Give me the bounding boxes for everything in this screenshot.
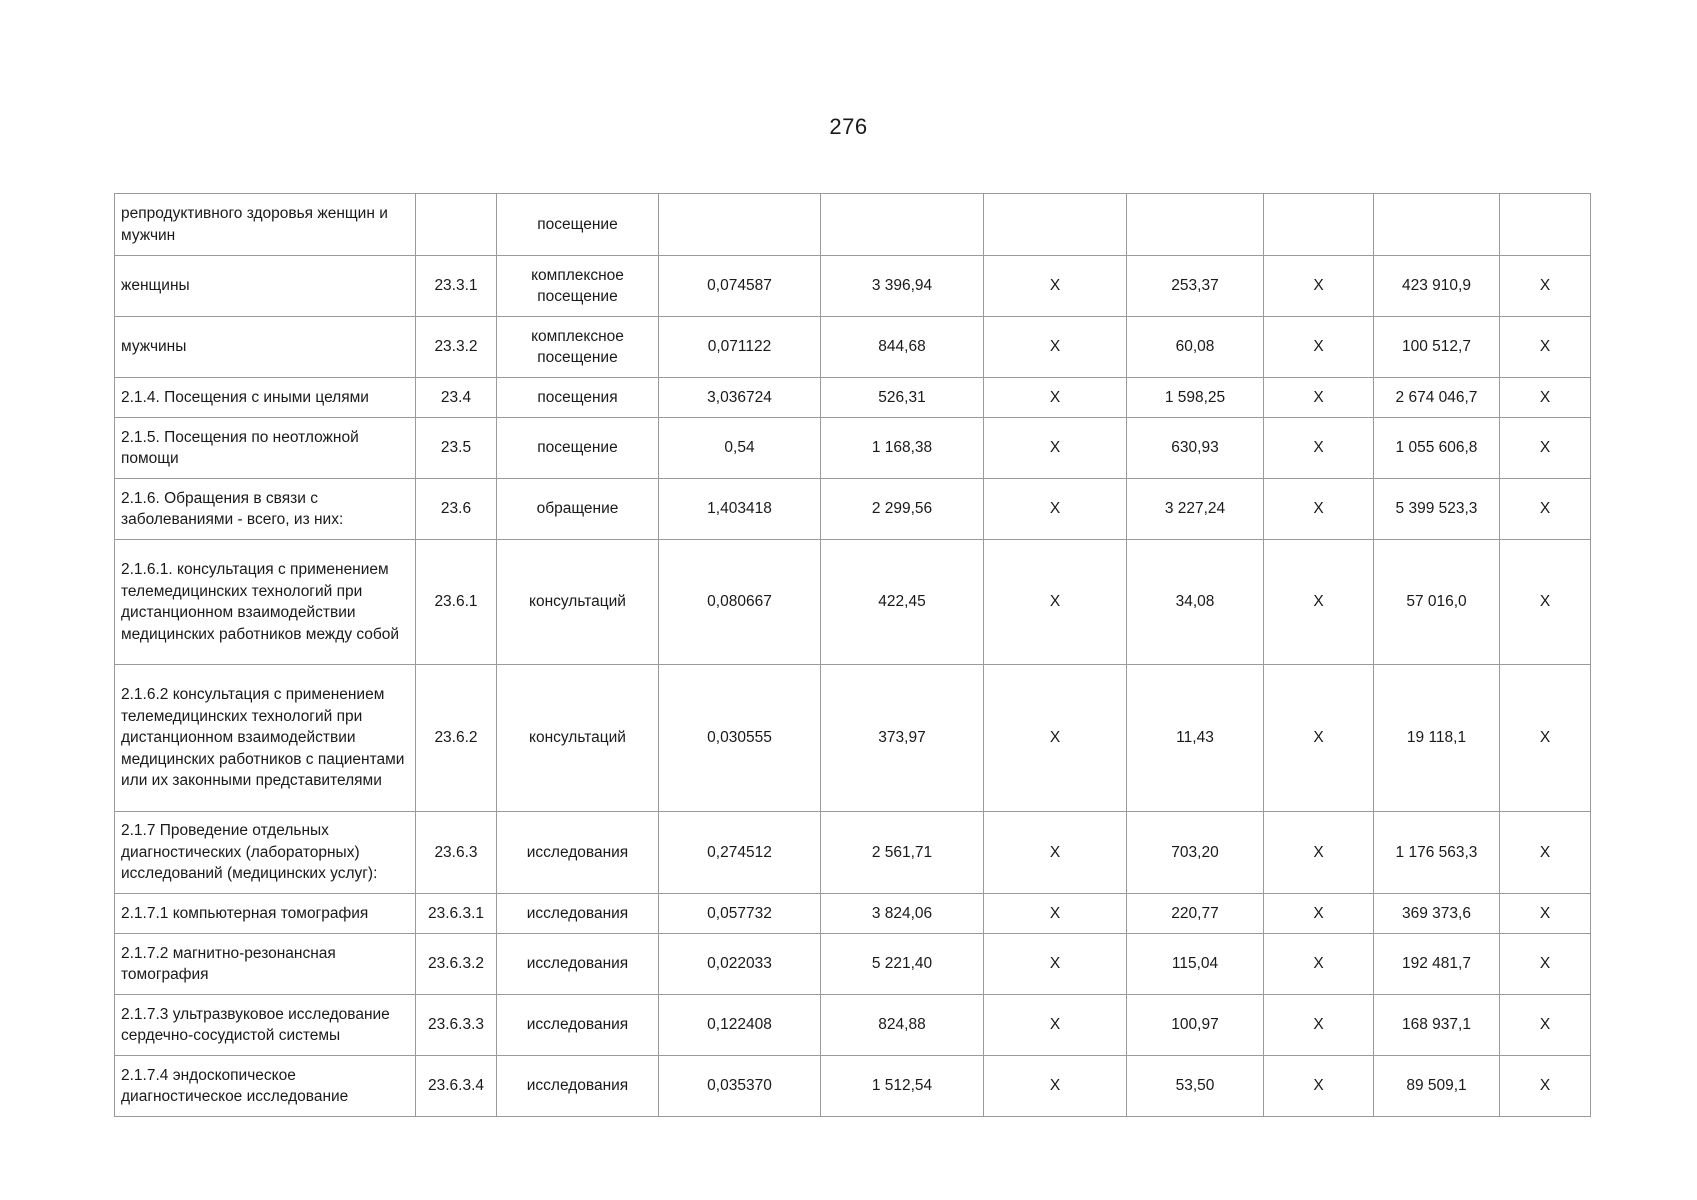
row-name: 2.1.7.4 эндоскопическое диагностическое исследование bbox=[115, 1056, 416, 1117]
row-code: 23.3.2 bbox=[416, 317, 497, 378]
row-unit: исследования bbox=[497, 934, 659, 995]
row-col8: X bbox=[1264, 934, 1374, 995]
row-col10: X bbox=[1500, 317, 1591, 378]
row-unit: комплексное посещение bbox=[497, 317, 659, 378]
row-unit: консультаций bbox=[497, 540, 659, 665]
row-col5: 1 512,54 bbox=[821, 1056, 984, 1117]
row-code: 23.6.3.2 bbox=[416, 934, 497, 995]
row-code: 23.6.3.4 bbox=[416, 1056, 497, 1117]
table-row bbox=[115, 418, 1591, 479]
row-col9: 2 674 046,7 bbox=[1374, 378, 1500, 418]
row-name: 2.1.4. Посещения с иными целями bbox=[115, 378, 416, 418]
row-col4: 0,074587 bbox=[659, 256, 821, 317]
row-col4: 0,274512 bbox=[659, 812, 821, 894]
row-col8: X bbox=[1264, 1056, 1374, 1117]
row-col10: X bbox=[1500, 812, 1591, 894]
row-col10: X bbox=[1500, 378, 1591, 418]
row-col7: 53,50 bbox=[1127, 1056, 1264, 1117]
row-col7: 34,08 bbox=[1127, 540, 1264, 665]
row-col8: X bbox=[1264, 317, 1374, 378]
table-row bbox=[115, 665, 1591, 812]
row-name: репродуктивного здоровья женщин и мужчин bbox=[115, 194, 416, 256]
table-body bbox=[115, 194, 1591, 1117]
row-col8: X bbox=[1264, 995, 1374, 1056]
row-unit: исследования bbox=[497, 894, 659, 934]
row-code: 23.6.3.1 bbox=[416, 894, 497, 934]
row-col7: 3 227,24 bbox=[1127, 479, 1264, 540]
row-col6: X bbox=[984, 812, 1127, 894]
row-code: 23.4 bbox=[416, 378, 497, 418]
table-row bbox=[115, 812, 1591, 894]
table-row bbox=[115, 995, 1591, 1056]
row-name: женщины bbox=[115, 256, 416, 317]
row-col10: X bbox=[1500, 934, 1591, 995]
row-col10: X bbox=[1500, 479, 1591, 540]
row-col9: 100 512,7 bbox=[1374, 317, 1500, 378]
row-col5: 2 561,71 bbox=[821, 812, 984, 894]
row-name: 2.1.7 Проведение отдельных диагностических (лабораторных) исследований (медицинских услуг): bbox=[115, 812, 416, 894]
row-col4 bbox=[659, 194, 821, 256]
row-code: 23.3.1 bbox=[416, 256, 497, 317]
row-col6: X bbox=[984, 256, 1127, 317]
row-unit: исследования bbox=[497, 1056, 659, 1117]
row-col5: 824,88 bbox=[821, 995, 984, 1056]
row-name: 2.1.6. Обращения в связи с заболеваниями - всего, из них: bbox=[115, 479, 416, 540]
page-number: 276 bbox=[829, 114, 868, 139]
table-row bbox=[115, 256, 1591, 317]
row-col7: 220,77 bbox=[1127, 894, 1264, 934]
row-col10: X bbox=[1500, 665, 1591, 812]
row-col5: 844,68 bbox=[821, 317, 984, 378]
row-col9: 19 118,1 bbox=[1374, 665, 1500, 812]
row-col9: 423 910,9 bbox=[1374, 256, 1500, 317]
row-unit: посещение bbox=[497, 194, 659, 256]
row-col7: 253,37 bbox=[1127, 256, 1264, 317]
row-col8 bbox=[1264, 194, 1374, 256]
row-col7 bbox=[1127, 194, 1264, 256]
row-col6: X bbox=[984, 934, 1127, 995]
row-col5: 422,45 bbox=[821, 540, 984, 665]
row-col5: 526,31 bbox=[821, 378, 984, 418]
table-row bbox=[115, 894, 1591, 934]
row-col7: 60,08 bbox=[1127, 317, 1264, 378]
row-col8: X bbox=[1264, 812, 1374, 894]
row-col6: X bbox=[984, 317, 1127, 378]
table-row bbox=[115, 194, 1591, 256]
row-col4: 0,54 bbox=[659, 418, 821, 479]
row-code bbox=[416, 194, 497, 256]
row-col5 bbox=[821, 194, 984, 256]
row-col8: X bbox=[1264, 479, 1374, 540]
row-code: 23.5 bbox=[416, 418, 497, 479]
row-col5: 5 221,40 bbox=[821, 934, 984, 995]
table-row bbox=[115, 317, 1591, 378]
row-name: 2.1.7.3 ультразвуковое исследование сердечно-сосудистой системы bbox=[115, 995, 416, 1056]
row-code: 23.6.2 bbox=[416, 665, 497, 812]
row-col7: 100,97 bbox=[1127, 995, 1264, 1056]
row-col10: X bbox=[1500, 894, 1591, 934]
row-unit: посещение bbox=[497, 418, 659, 479]
row-col9: 57 016,0 bbox=[1374, 540, 1500, 665]
table-row bbox=[115, 1056, 1591, 1117]
row-col7: 630,93 bbox=[1127, 418, 1264, 479]
row-col9: 89 509,1 bbox=[1374, 1056, 1500, 1117]
row-col9: 168 937,1 bbox=[1374, 995, 1500, 1056]
row-col6: X bbox=[984, 665, 1127, 812]
row-col5: 1 168,38 bbox=[821, 418, 984, 479]
row-col4: 0,035370 bbox=[659, 1056, 821, 1117]
row-unit: консультаций bbox=[497, 665, 659, 812]
row-col10: X bbox=[1500, 995, 1591, 1056]
table-row bbox=[115, 479, 1591, 540]
row-col4: 0,057732 bbox=[659, 894, 821, 934]
row-col9: 369 373,6 bbox=[1374, 894, 1500, 934]
row-col6: X bbox=[984, 540, 1127, 665]
row-col7: 703,20 bbox=[1127, 812, 1264, 894]
table-row bbox=[115, 378, 1591, 418]
row-col8: X bbox=[1264, 378, 1374, 418]
row-col4: 0,030555 bbox=[659, 665, 821, 812]
row-col4: 1,403418 bbox=[659, 479, 821, 540]
row-col8: X bbox=[1264, 665, 1374, 812]
row-col10 bbox=[1500, 194, 1591, 256]
row-col8: X bbox=[1264, 540, 1374, 665]
row-name: 2.1.7.2 магнитно-резонансная томография bbox=[115, 934, 416, 995]
row-col7: 11,43 bbox=[1127, 665, 1264, 812]
row-col6: X bbox=[984, 894, 1127, 934]
row-col6: X bbox=[984, 479, 1127, 540]
row-col5: 3 396,94 bbox=[821, 256, 984, 317]
row-unit: комплексное посещение bbox=[497, 256, 659, 317]
data-table bbox=[114, 193, 1591, 1117]
row-col9 bbox=[1374, 194, 1500, 256]
row-unit: исследования bbox=[497, 995, 659, 1056]
row-col6: X bbox=[984, 418, 1127, 479]
row-name: 2.1.7.1 компьютерная томография bbox=[115, 894, 416, 934]
table-row bbox=[115, 934, 1591, 995]
row-col6: X bbox=[984, 995, 1127, 1056]
table-row bbox=[115, 540, 1591, 665]
row-col8: X bbox=[1264, 418, 1374, 479]
row-col8: X bbox=[1264, 256, 1374, 317]
row-code: 23.6 bbox=[416, 479, 497, 540]
row-col4: 0,080667 bbox=[659, 540, 821, 665]
row-col5: 373,97 bbox=[821, 665, 984, 812]
row-col6 bbox=[984, 194, 1127, 256]
row-col10: X bbox=[1500, 540, 1591, 665]
row-name: мужчины bbox=[115, 317, 416, 378]
row-name: 2.1.6.2 консультация с применением телемедицинских технологий при дистанционном взаимодействии медицинских работников с пациентами или их законными представителями bbox=[115, 665, 416, 812]
row-col4: 0,122408 bbox=[659, 995, 821, 1056]
row-col7: 115,04 bbox=[1127, 934, 1264, 995]
row-col5: 2 299,56 bbox=[821, 479, 984, 540]
row-col4: 0,022033 bbox=[659, 934, 821, 995]
row-unit: обращение bbox=[497, 479, 659, 540]
row-col4: 0,071122 bbox=[659, 317, 821, 378]
row-col6: X bbox=[984, 378, 1127, 418]
row-col9: 1 176 563,3 bbox=[1374, 812, 1500, 894]
row-col9: 5 399 523,3 bbox=[1374, 479, 1500, 540]
row-col5: 3 824,06 bbox=[821, 894, 984, 934]
row-col8: X bbox=[1264, 894, 1374, 934]
row-code: 23.6.3.3 bbox=[416, 995, 497, 1056]
row-col9: 1 055 606,8 bbox=[1374, 418, 1500, 479]
row-name: 2.1.5. Посещения по неотложной помощи bbox=[115, 418, 416, 479]
row-col7: 1 598,25 bbox=[1127, 378, 1264, 418]
row-col6: X bbox=[984, 1056, 1127, 1117]
row-code: 23.6.1 bbox=[416, 540, 497, 665]
row-col10: X bbox=[1500, 418, 1591, 479]
row-col9: 192 481,7 bbox=[1374, 934, 1500, 995]
row-col4: 3,036724 bbox=[659, 378, 821, 418]
row-unit: исследования bbox=[497, 812, 659, 894]
row-name: 2.1.6.1. консультация с применением телемедицинских технологий при дистанционном взаимодействии медицинских работников между собой bbox=[115, 540, 416, 665]
row-code: 23.6.3 bbox=[416, 812, 497, 894]
row-col10: X bbox=[1500, 1056, 1591, 1117]
row-col10: X bbox=[1500, 256, 1591, 317]
row-unit: посещения bbox=[497, 378, 659, 418]
